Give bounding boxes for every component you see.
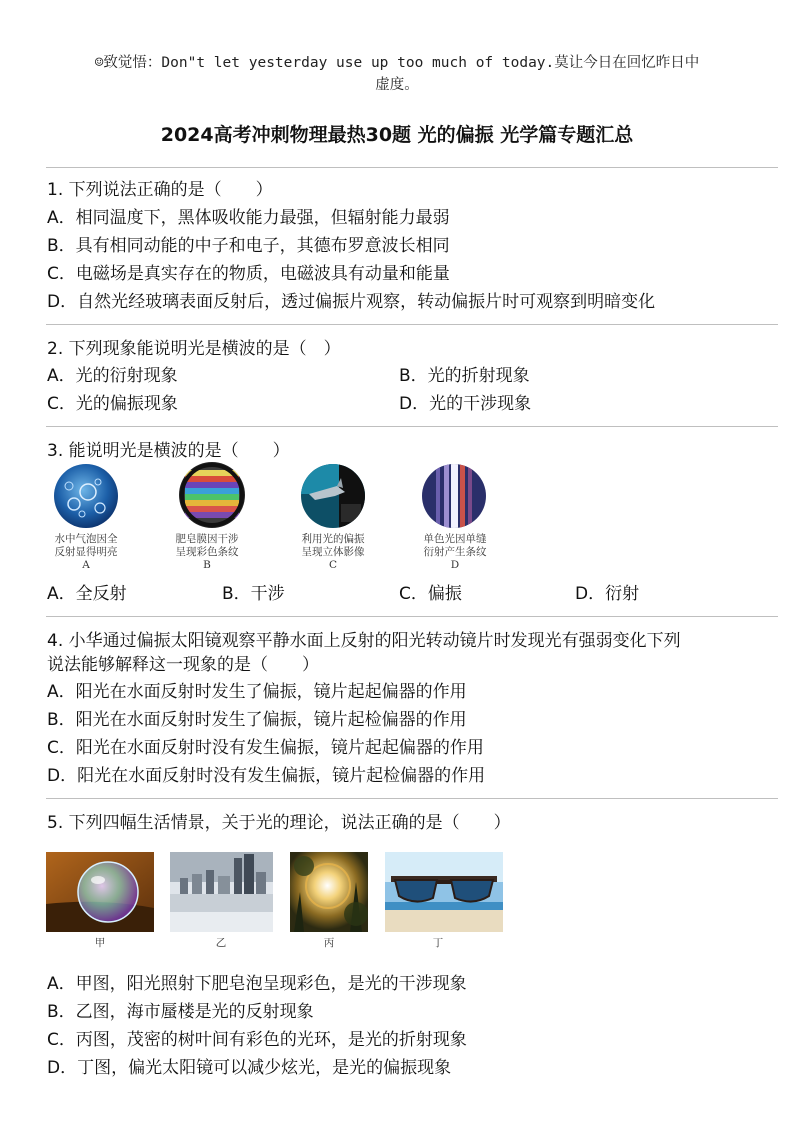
motto <box>0 52 794 96</box>
soap-bubble-photo <box>46 852 154 932</box>
q3-option-a: A．全反射 <box>47 584 127 604</box>
figure-caption: 肥皂膜因干涉 呈现彩色条纹 B <box>162 533 252 572</box>
q4-option-c: C．阳光在水面反射时没有发生偏振，镜片起起偏器的作用 <box>47 738 484 758</box>
q4-stem-line-1: 4. 小华通过偏振太阳镜观察平静水面上反射的阳光转动镜片时发现光有强弱变化下列 <box>47 631 681 651</box>
q4-option-a: A．阳光在水面反射时发生了偏振，镜片起起偏器的作用 <box>47 682 467 702</box>
motto-line-2: 虚度。 <box>375 77 419 93</box>
figure-letter: A <box>82 559 90 571</box>
tree-light-photo <box>290 852 368 932</box>
figure-label: 丁 <box>432 937 444 949</box>
q1-stem: 1. 下列说法正确的是（ ） <box>47 180 273 200</box>
q2-option-d: D．光的干涉现象 <box>399 394 532 414</box>
q3-stem: 3. 能说明光是横波的是（ ） <box>47 441 290 461</box>
divider <box>46 324 778 325</box>
q3-option-c: C．偏振 <box>399 584 462 604</box>
q3-option-b: B．干涉 <box>222 584 285 604</box>
sunglasses-photo <box>385 852 503 932</box>
figure-letter: C <box>328 559 338 571</box>
q2-option-b: B．光的折射现象 <box>399 366 530 386</box>
q1-option-b: B．具有相同动能的中子和电子，其德布罗意波长相同 <box>47 236 450 256</box>
q4-option-b: B．阳光在水面反射时发生了偏振，镜片起检偏器的作用 <box>47 710 467 730</box>
q5-option-d: D．丁图，偏光太阳镜可以减少炫光，是光的偏振现象 <box>47 1058 452 1078</box>
q5-option-a: A．甲图，阳光照射下肥皂泡呈现彩色，是光的干涉现象 <box>47 974 467 994</box>
motto-line-1: ☺致觉悟：Don"t let yesterday use up too much of today.莫让今日在回忆昨日中 <box>94 55 700 71</box>
soap-film-image <box>179 462 245 528</box>
divider <box>46 426 778 427</box>
diffraction-image <box>422 464 486 528</box>
figure-caption: 利用光的偏振 呈现立体影像 C <box>288 533 378 572</box>
q5-option-c: C．丙图，茂密的树叶间有彩色的光环，是光的折射现象 <box>47 1030 467 1050</box>
divider <box>46 167 778 168</box>
q5-stem: 5. 下列四幅生活情景，关于光的理论，说法正确的是（ ） <box>47 813 511 833</box>
figure-label: 乙 <box>215 937 227 949</box>
divider <box>46 798 778 799</box>
figure-letter: D <box>450 559 460 571</box>
q5-option-b: B．乙图，海市蜃楼是光的反射现象 <box>47 1002 314 1022</box>
polarized-3d-image <box>301 464 365 528</box>
page-title: 2024高考冲刺物理最热30题 光的偏振 光学篇专题汇总 <box>160 124 634 146</box>
q2-option-c: C．光的偏振现象 <box>47 394 178 414</box>
figure-caption: 单色光因单缝 衍射产生条纹 D <box>410 533 500 572</box>
figure-label: 丙 <box>323 937 335 949</box>
figure-label: 甲 <box>94 937 106 949</box>
figure-caption: 水中气泡因全 反射显得明亮 A <box>41 533 131 572</box>
q4-stem-line-2: 说法能够解释这一现象的是（ ） <box>47 655 319 675</box>
q1-option-d: D．自然光经玻璃表面反射后，透过偏振片观察，转动偏振片时可观察到明暗变化 <box>47 292 656 312</box>
bubble-image <box>54 464 118 528</box>
mirage-photo <box>170 852 273 932</box>
q3-option-d: D．衍射 <box>575 584 640 604</box>
q2-stem: 2. 下列现象能说明光是横波的是（ ） <box>47 339 341 359</box>
q2-option-a: A．光的衍射现象 <box>47 366 178 386</box>
q1-option-a: A．相同温度下，黑体吸收能力最强，但辐射能力最弱 <box>47 208 450 228</box>
q1-option-c: C．电磁场是真实存在的物质，电磁波具有动量和能量 <box>47 264 450 284</box>
divider <box>46 616 778 617</box>
figure-letter: B <box>203 559 211 571</box>
q4-option-d: D．阳光在水面反射时没有发生偏振，镜片起检偏器的作用 <box>47 766 486 786</box>
